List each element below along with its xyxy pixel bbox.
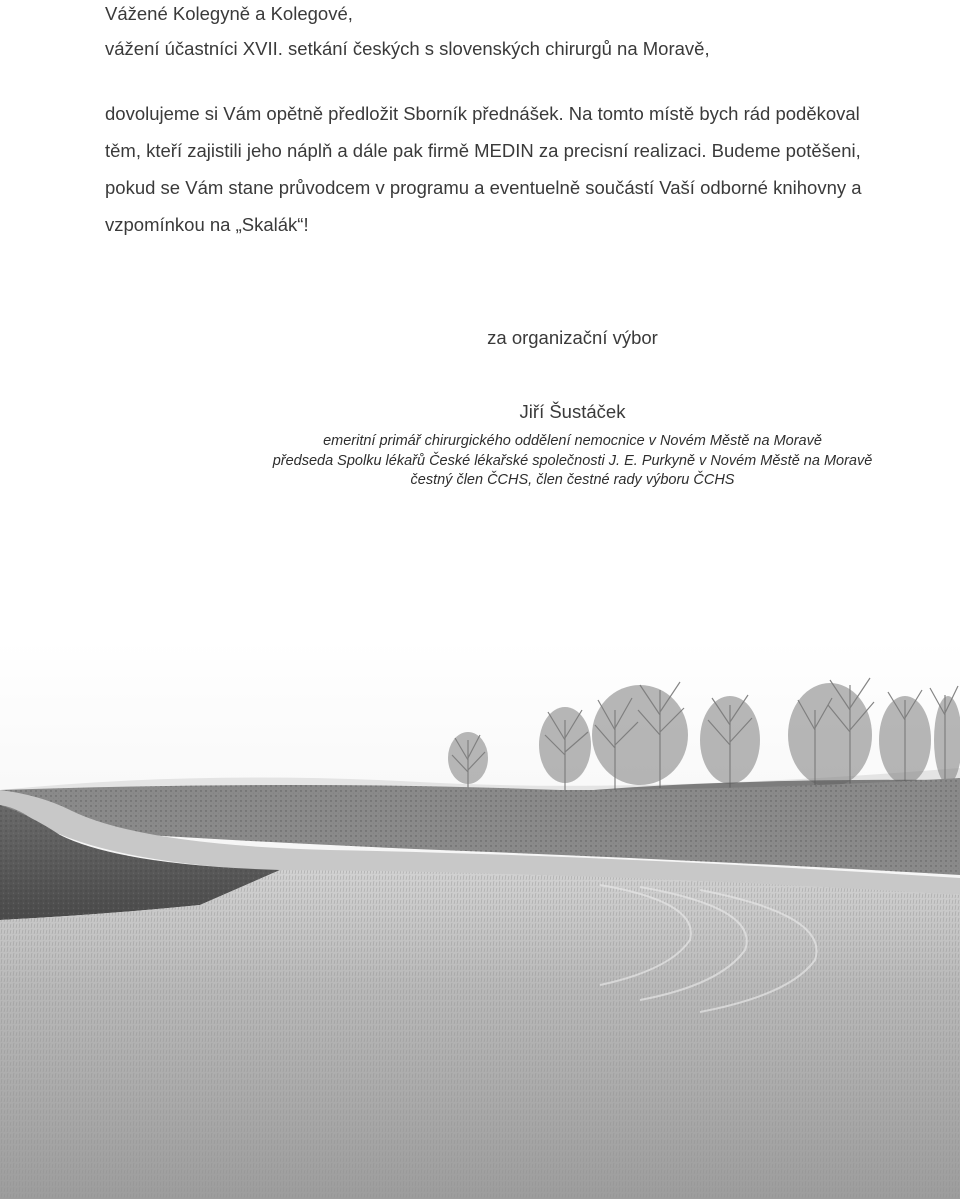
salutation-line-2: vážení účastníci XVII. setkání českých s slovenských chirurgů na Moravě, xyxy=(105,38,710,59)
signatory-name: Jiří Šustáček xyxy=(519,401,626,422)
signatory-titles xyxy=(180,432,960,491)
title-line-2: předseda Spolku lékařů České lékařské společnosti J. E. Purkyně v Novém Městě na Moravě xyxy=(272,452,873,469)
salutation xyxy=(105,0,905,66)
title-line-1: emeritní primář chirurgického oddělení nemocnice v Novém Městě na Moravě xyxy=(323,433,822,449)
title-line-3: čestný člen ČCHS, člen čestné rady výboru ČCHS xyxy=(410,472,735,488)
body-paragraph: dovolujeme si Vám opětně předložit Sborník přednášek. Na tomto místě bych rád poděkoval těm, kteří zajistili jeho náplň a dále pak firmě MEDIN za precisní realizaci. Budeme potěšeni, pokud se Vám stane průvodcem v programu a eventuelně součástí Vaší odborné knihovny a vzpomínkou na „Skalák“! xyxy=(105,103,862,235)
committee-label: za organizační výbor xyxy=(487,327,658,348)
landscape-photo xyxy=(0,640,960,1199)
salutation-line-1: Vážené Kolegyně a Kolegové, xyxy=(105,3,353,24)
